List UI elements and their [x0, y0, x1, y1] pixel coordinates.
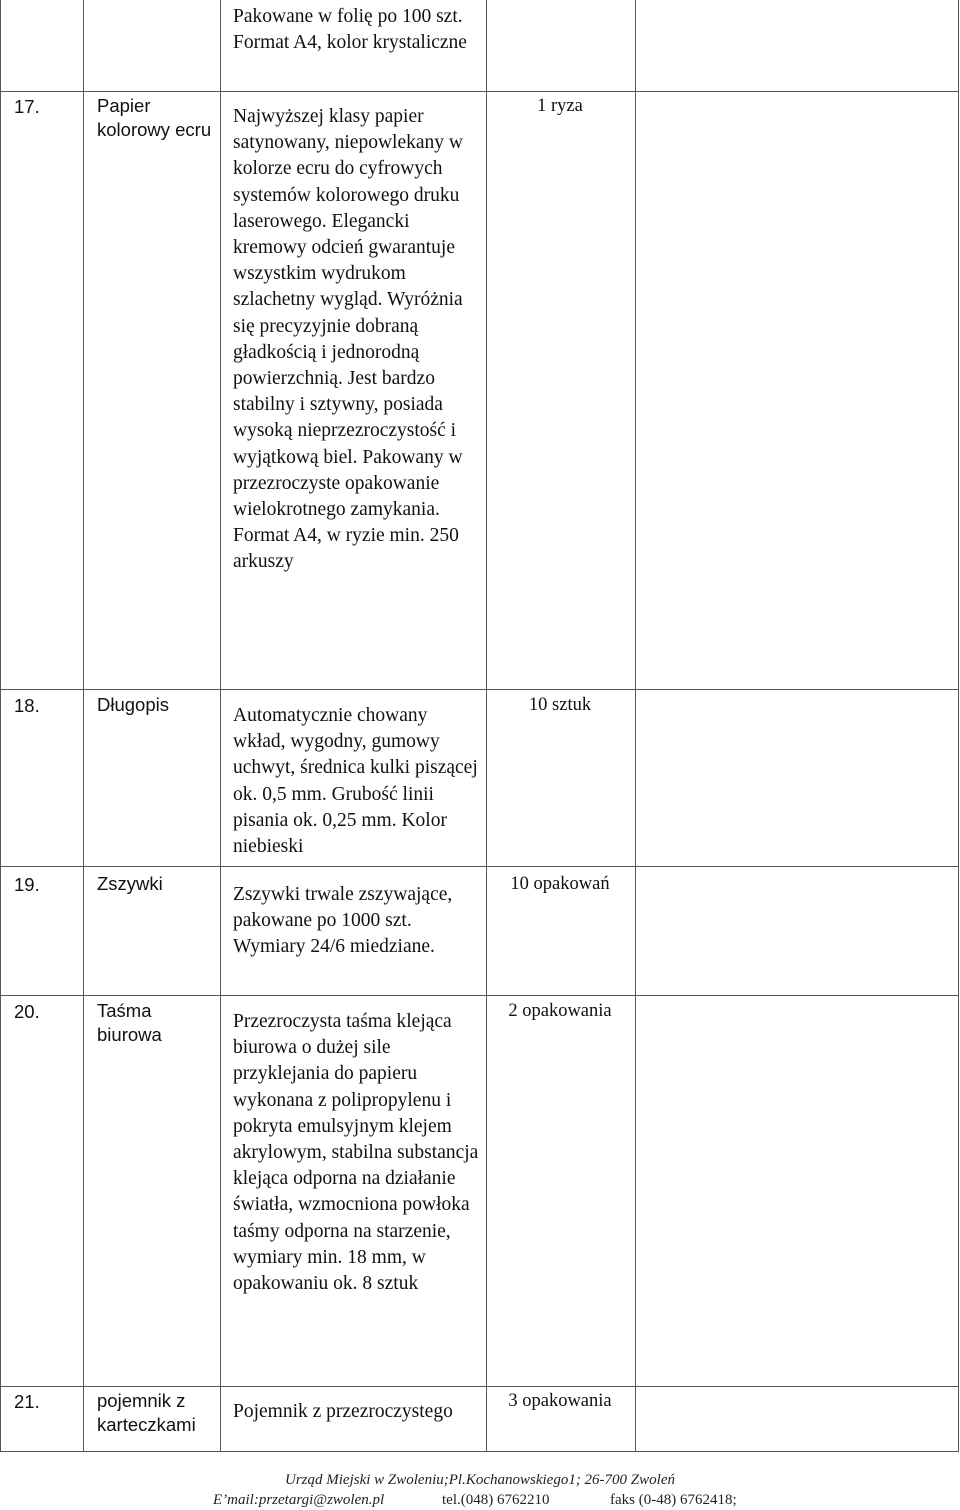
item-quantity: 10 opakowań: [510, 874, 610, 894]
footer-email: E’mail:przetargi@zwolen.pl: [213, 1492, 385, 1508]
item-quantity: 2 opakowania: [508, 1001, 612, 1021]
row-separator: [0, 866, 959, 867]
footer-address: Urząd Miejski w Zwoleniu;Pl.Kochanowskiego1; 26-700 Zwoleń: [285, 1472, 675, 1488]
item-name: Długopis: [97, 694, 169, 715]
footer-phone: tel.(048) 6762210: [442, 1492, 550, 1508]
item-name: Taśma biurowa: [97, 1000, 162, 1045]
item-description: Najwyższej klasy papier satynowany, niepowlekany w kolorze ecru do cyfrowych systemów kolorowego druku laserowego. Elegancki kremowy odcień gwarantuje wszystkim wydrukom szlachetny wygląd. Wyróżnia się precyzyjnie dobraną gładkością i jednorodną powierzchnią. Jest bardzo stabilny i sztywny, posiada wysoką nieprzezroczystość i wyjątkową biel. Pakowany w przezroczyste opakowanie wielokrotnego zamykania. Format A4, w ryzie min. 250 arkuszy: [233, 106, 463, 573]
row-separator: [0, 689, 959, 690]
table-border-bottom: [0, 1451, 959, 1452]
item-description: Przezroczysta taśma klejąca biurowa o dużej sile przyklejania do papieru wykonana z polipropylenu i pokryta emulsyjnym klejem akrylowym, stabilna substancja klejąca odporna na działanie światła, wzmocniona powłoka taśmy odporna na starzenie, wymiary min. 18 mm, w opakowaniu ok. 8 sztuk: [233, 1011, 479, 1295]
table-divider-qty: [635, 0, 636, 1452]
item-name: pojemnik z karteczkami: [97, 1390, 196, 1435]
item-name: Zszywki: [97, 873, 163, 894]
item-quantity: 1 ryza: [537, 96, 583, 116]
footer-fax: faks (0-48) 6762418;: [610, 1492, 737, 1508]
table-divider-name: [220, 0, 221, 1452]
table-divider-num: [83, 0, 84, 1452]
row-separator: [0, 91, 959, 92]
item-description: Pojemnik z przezroczystego: [233, 1401, 453, 1422]
row-separator: [0, 995, 959, 996]
item-number: 19.: [14, 874, 40, 895]
table-divider-desc: [486, 0, 487, 1452]
row-separator: [0, 1386, 959, 1387]
item-number: 18.: [14, 695, 40, 716]
item-quantity: 10 sztuk: [528, 695, 592, 715]
item-number: 17.: [14, 96, 40, 117]
item-description: Zszywki trwale zszywające, pakowane po 1000 szt. Wymiary 24/6 miedziane.: [233, 884, 453, 958]
table-border-left: [0, 0, 1, 1452]
item-description: Pakowane w folię po 100 szt. Format A4, kolor krystaliczne: [233, 6, 467, 54]
item-name: Papier kolorowy ecru: [97, 95, 212, 140]
table-border-right: [958, 0, 959, 1452]
item-number: 21.: [14, 1391, 40, 1412]
item-description: Automatycznie chowany wkład, wygodny, gumowy uchwyt, średnica kulki piszącej ok. 0,5 mm. Grubość linii pisania ok. 0,25 mm. Kolor niebieski: [233, 705, 478, 858]
item-quantity: 3 opakowania: [508, 1391, 612, 1411]
item-number: 20.: [14, 1001, 40, 1022]
